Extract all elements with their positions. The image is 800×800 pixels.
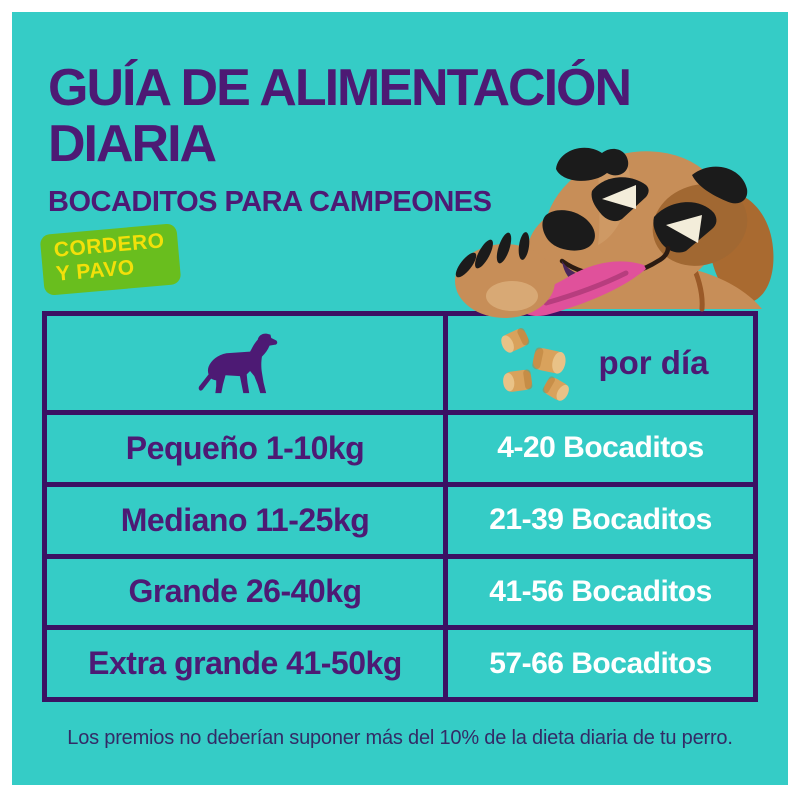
table-row-size: Grande 26-40kg (47, 559, 443, 626)
page-subtitle: BOCADITOS PARA CAMPEONES (48, 186, 492, 218)
title-line1: GUÍA DE ALIMENTACIÓN (48, 59, 631, 117)
table-row-amount: 4-20 Bocaditos (448, 415, 753, 482)
table-header-dog-cell (47, 316, 443, 410)
per-day-label: por día (598, 344, 709, 381)
table-row-size: Mediano 11-25kg (47, 487, 443, 554)
flavor-badge-line1: CORDERO (52, 229, 166, 262)
treat-pieces-icon (492, 324, 584, 402)
dog-silhouette-icon (191, 327, 299, 399)
feeding-table (42, 311, 758, 702)
happy-dog-illustration (450, 133, 795, 320)
table-row-amount: 21-39 Bocaditos (448, 487, 753, 554)
table-row-size: Extra grande 41-50kg (47, 630, 443, 697)
flavor-badge (40, 223, 182, 296)
table-row-amount: 57-66 Bocaditos (448, 630, 753, 697)
title-line2: DIARIA (48, 115, 216, 173)
flavor-badge-line2: Y PAVO (55, 255, 136, 286)
table-header-per-day-cell (448, 316, 753, 410)
table-row-amount: 41-56 Bocaditos (448, 559, 753, 626)
footnote: Los premios no deberían suponer más del 10% de la dieta diaria de tu perro. (67, 727, 733, 749)
table-row-size: Pequeño 1-10kg (47, 415, 443, 482)
